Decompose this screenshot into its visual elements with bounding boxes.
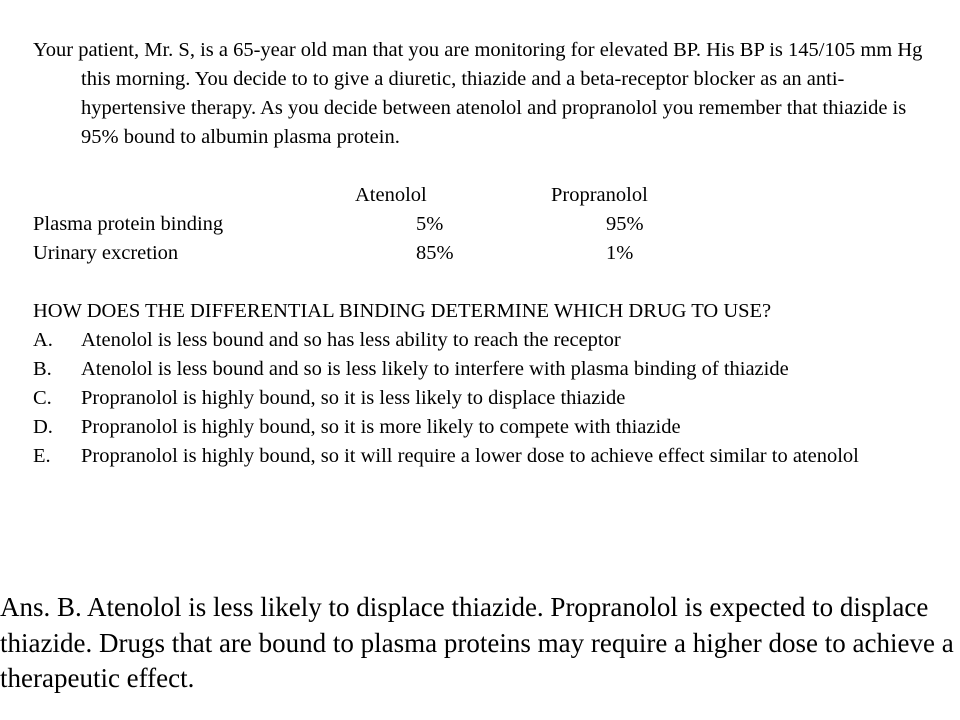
question-block [33,36,933,471]
spacer [33,268,933,297]
question-prompt: HOW DOES THE DIFFERENTIAL BINDING DETERMINE WHICH DRUG TO USE? [33,300,772,322]
option-text: Propranolol is highly bound, so it is less likely to displace thiazide [81,387,626,409]
atenolol-value: 5% [416,213,444,235]
answer-options [33,326,933,471]
propranolol-value: 95% [606,213,644,235]
atenolol-value: 85% [416,242,454,264]
spacer [33,152,933,181]
option-letter: B. [33,358,52,380]
drug-table-header [33,181,933,210]
table-row-urinary-excretion [33,239,933,268]
header-atenolol: Atenolol [355,184,427,206]
option-d [33,413,933,442]
option-c [33,384,933,413]
option-b [33,355,933,384]
header-propranolol: Propranolol [551,184,648,206]
option-letter: E. [33,445,51,467]
answer-explanation: Ans. B. Atenolol is less likely to displace thiazide. Propranolol is expected to displace thiazide. Drugs that are bound to plasma proteins may require a higher dose to achieve a therapeutic effect. [0,592,954,693]
row-label: Urinary excretion [33,242,179,264]
option-letter: C. [33,387,52,409]
row-label: Plasma protein binding [33,213,224,235]
propranolol-value: 1% [606,242,634,264]
option-letter: A. [33,329,53,351]
option-text: Atenolol is less bound and so is less likely to interfere with plasma binding of thiazide [81,358,789,380]
patient-scenario: Your patient, Mr. S, is a 65-year old man that you are monitoring for elevated BP. His BP is 145/105 mm Hg this morning. You decide to to give a diuretic, thiazide and a beta-receptor blocker as an anti-hypertensive therapy. As you decide between atenolol and propranolol you remember that thiazide is 95% bound to albumin plasma protein. [33,39,923,148]
table-row-plasma-binding [33,210,933,239]
option-e [33,442,933,471]
option-text: Propranolol is highly bound, so it will require a lower dose to achieve effect similar to atenolol [81,445,859,467]
option-letter: D. [33,416,53,438]
option-text: Propranolol is highly bound, so it is more likely to compete with thiazide [81,416,681,438]
option-a [33,326,933,355]
option-text: Atenolol is less bound and so has less ability to reach the receptor [81,329,621,351]
